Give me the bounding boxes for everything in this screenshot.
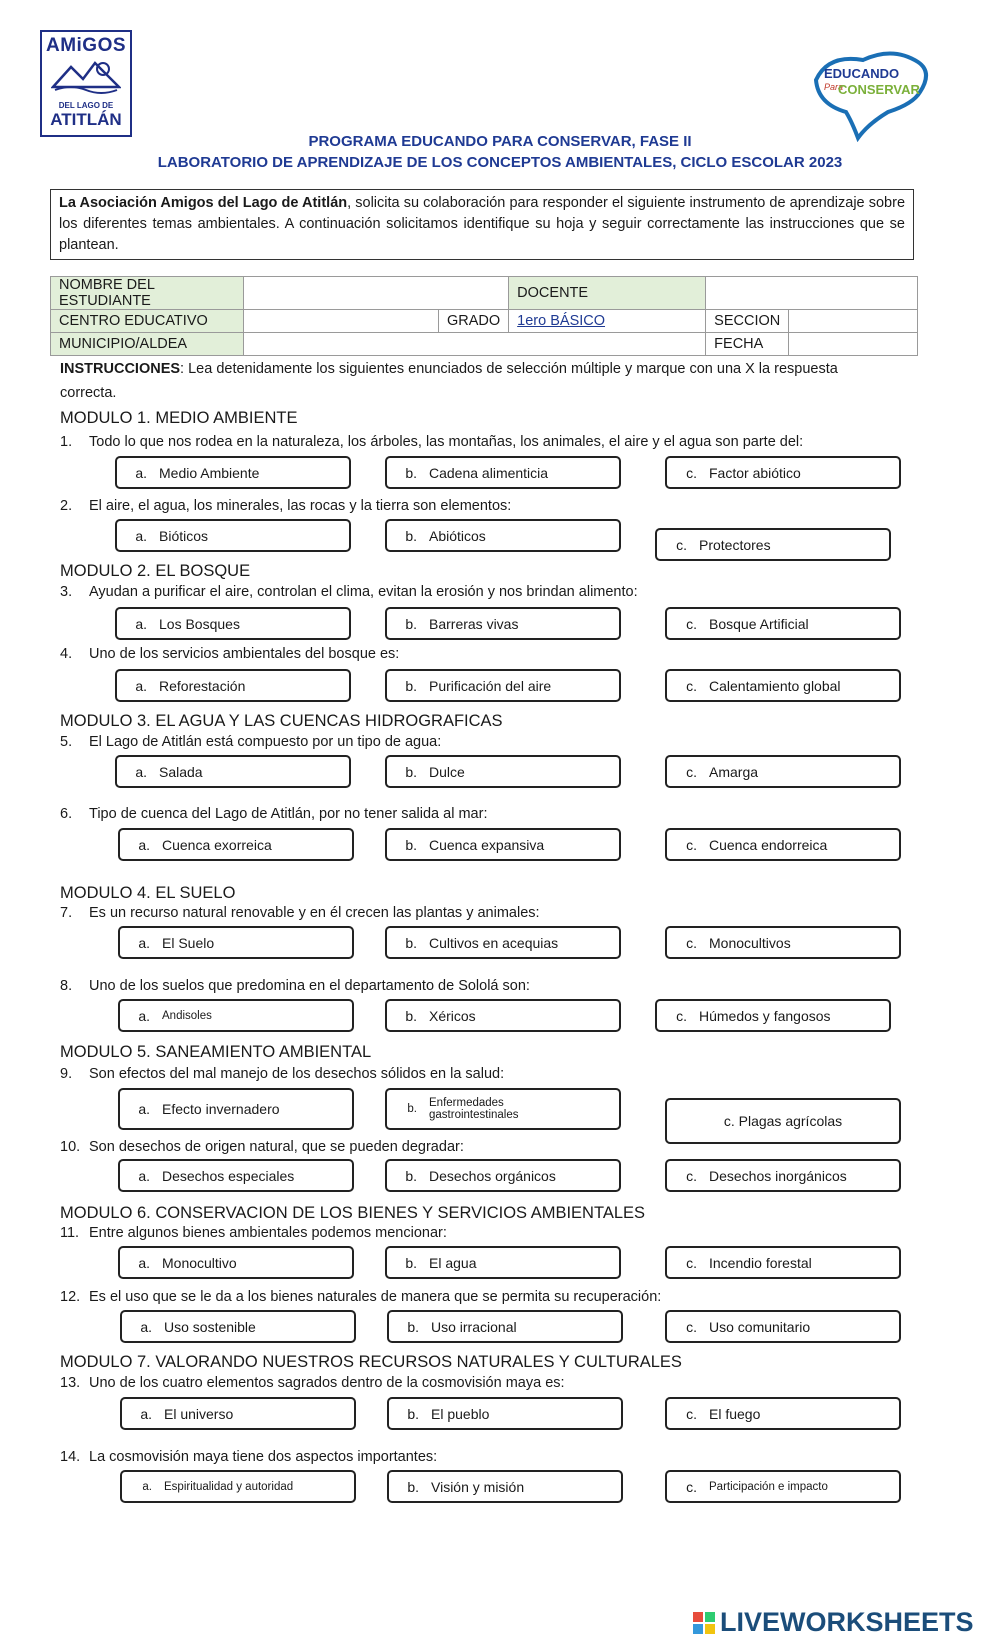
answer-option-b[interactable]: b. Visión y misión — [387, 1470, 623, 1503]
question-text: 11. Entre algunos bienes ambientales podemos mencionar: — [60, 1225, 447, 1241]
answer-option-b[interactable]: b. El pueblo — [387, 1397, 623, 1430]
seccion-field[interactable] — [789, 310, 918, 333]
municipio-label: MUNICIPIO/ALDEA — [51, 333, 244, 356]
fecha-label: FECHA — [706, 333, 789, 356]
answer-option-c[interactable]: c. Factor abiótico — [665, 456, 901, 489]
module-heading: MODULO 1. MEDIO AMBIENTE — [60, 409, 298, 427]
answer-option-a[interactable]: a. Bióticos — [115, 519, 351, 552]
municipio-field[interactable] — [244, 333, 706, 356]
docente-label: DOCENTE — [509, 277, 706, 310]
answer-option-a[interactable]: a. Cuenca exorreica — [118, 828, 354, 861]
answer-option-a[interactable]: a. Uso sostenible — [120, 1310, 356, 1343]
answer-option-c[interactable]: c. Protectores — [655, 528, 891, 561]
answer-option-c[interactable]: c. Cuenca endorreica — [665, 828, 901, 861]
amigos-lago-atitlan-logo: AMiGOS DEL LAGO DE ATITLÁN — [40, 30, 132, 137]
lake-mountain-icon — [51, 57, 121, 95]
answer-option-b[interactable]: b. Enfermedades gastrointestinales — [385, 1088, 621, 1130]
answer-option-a[interactable]: a. Monocultivo — [118, 1246, 354, 1279]
question-text: 7. Es un recurso natural renovable y en él crecen las plantas y animales: — [60, 905, 540, 921]
answer-option-c[interactable]: c. Bosque Artificial — [665, 607, 901, 640]
answer-option-b[interactable]: b. Cultivos en acequias — [385, 926, 621, 959]
answer-option-a[interactable]: a. Reforestación — [115, 669, 351, 702]
question-text: 14. La cosmovisión maya tiene dos aspectos importantes: — [60, 1449, 438, 1465]
module-heading: MODULO 7. VALORANDO NUESTROS RECURSOS NATURALES Y CULTURALES — [60, 1353, 682, 1371]
grado-value[interactable]: 1ero BÁSICO — [509, 310, 706, 333]
question-text: 6. Tipo de cuenca del Lago de Atitlán, por no tener salida al mar: — [60, 806, 488, 822]
question-text: 4. Uno de los servicios ambientales del bosque es: — [60, 646, 400, 662]
answer-option-a[interactable]: a. Salada — [115, 755, 351, 788]
answer-option-a[interactable]: a. Los Bosques — [115, 607, 351, 640]
answer-option-c[interactable]: c. Desechos inorgánicos — [665, 1159, 901, 1192]
module-heading: MODULO 5. SANEAMIENTO AMBIENTAL — [60, 1043, 372, 1061]
answer-option-c[interactable]: c. Participación e impacto — [665, 1470, 901, 1503]
answer-option-b[interactable]: b. El agua — [385, 1246, 621, 1279]
answer-option-a[interactable]: a. Espiritualidad y autoridad — [120, 1470, 356, 1503]
grado-label: GRADO — [439, 310, 509, 333]
question-text: 1. Todo lo que nos rodea en la naturaleza, los árboles, las montañas, los animales, el aire y el agua son parte del: — [60, 434, 804, 450]
question-text: 5. El Lago de Atitlán está compuesto por un tipo de agua: — [60, 734, 442, 750]
intro-paragraph: La Asociación Amigos del Lago de Atitlán, solicita su colaboración para responder el siguiente instrumento de aprendizaje sobre los diferentes temas ambientales. A continuación solicitamos identifique su hoja y seguir correctamente las instrucciones que se plantean. — [50, 189, 914, 260]
answer-option-b[interactable]: b. Purificación del aire — [385, 669, 621, 702]
question-text: 2. El aire, el agua, los minerales, las rocas y la tierra son elementos: — [60, 498, 512, 514]
liveworksheets-watermark: LIVEWORKSHEETS — [720, 1607, 974, 1637]
program-title: PROGRAMA EDUCANDO PARA CONSERVAR, FASE II — [308, 133, 692, 150]
seccion-label: SECCION — [706, 310, 789, 333]
docente-field[interactable] — [706, 277, 918, 310]
module-heading: MODULO 2. EL BOSQUE — [60, 562, 251, 580]
question-text: 13. Uno de los cuatro elementos sagrados dentro de la cosmovisión maya es: — [60, 1375, 565, 1391]
question-text: 10. Son desechos de origen natural, que se pueden degradar: — [60, 1139, 464, 1155]
answer-option-c[interactable]: c. Monocultivos — [665, 926, 901, 959]
answer-option-b[interactable]: b. Dulce — [385, 755, 621, 788]
fecha-field[interactable] — [789, 333, 918, 356]
answer-option-b[interactable]: b. Cuenca expansiva — [385, 828, 621, 861]
nombre-label: NOMBRE DEL ESTUDIANTE — [51, 277, 244, 310]
answer-option-c[interactable]: c. Plagas agrícolas — [665, 1098, 901, 1144]
answer-option-c[interactable]: c. Húmedos y fangosos — [655, 999, 891, 1032]
question-text: 8. Uno de los suelos que predomina en el departamento de Sololá son: — [60, 978, 530, 994]
answer-option-c[interactable]: c. Incendio forestal — [665, 1246, 901, 1279]
student-info-table — [50, 276, 918, 356]
instructions: INSTRUCCIONES: Lea detenidamente los siguientes enunciados de selección múltiple y marque con una X la respuesta correcta. — [60, 361, 838, 401]
question-text: 12. Es el uso que se le da a los bienes naturales de manera que se permita su recuperación: — [60, 1289, 662, 1305]
centro-field[interactable] — [244, 310, 439, 333]
centro-label: CENTRO EDUCATIVO — [51, 310, 244, 333]
answer-option-a[interactable]: a. Desechos especiales — [118, 1159, 354, 1192]
module-heading: MODULO 3. EL AGUA Y LAS CUENCAS HIDROGRAFICAS — [60, 712, 503, 730]
nombre-field[interactable] — [244, 277, 509, 310]
module-heading: MODULO 6. CONSERVACION DE LOS BIENES Y SERVICIOS AMBIENTALES — [60, 1204, 646, 1222]
question-text: 9. Son efectos del mal manejo de los desechos sólidos en la salud: — [60, 1066, 505, 1082]
answer-option-a[interactable]: a. Efecto invernadero — [118, 1088, 354, 1130]
answer-option-a[interactable]: a. Andisoles — [118, 999, 354, 1032]
answer-option-c[interactable]: c. Uso comunitario — [665, 1310, 901, 1343]
liveworksheets-logo-icon — [693, 1612, 715, 1636]
answer-option-c[interactable]: c. Amarga — [665, 755, 901, 788]
answer-option-b[interactable]: b. Xéricos — [385, 999, 621, 1032]
answer-option-c[interactable]: c. El fuego — [665, 1397, 901, 1430]
answer-option-b[interactable]: b. Cadena alimenticia — [385, 456, 621, 489]
question-text: 3. Ayudan a purificar el aire, controlan el clima, evitan la erosión y nos brindan alimento: — [60, 584, 638, 600]
answer-option-b[interactable]: b. Uso irracional — [387, 1310, 623, 1343]
answer-option-a[interactable]: a. El universo — [120, 1397, 356, 1430]
answer-option-a[interactable]: a. El Suelo — [118, 926, 354, 959]
answer-option-b[interactable]: b. Desechos orgánicos — [385, 1159, 621, 1192]
answer-option-c[interactable]: c. Calentamiento global — [665, 669, 901, 702]
answer-option-a[interactable]: a. Medio Ambiente — [115, 456, 351, 489]
answer-option-b[interactable]: b. Barreras vivas — [385, 607, 621, 640]
educando-para-conservar-logo: EDUCANDO Para CONSERVAR — [808, 42, 938, 142]
answer-option-b[interactable]: b. Abióticos — [385, 519, 621, 552]
lab-title: LABORATORIO DE APRENDIZAJE DE LOS CONCEPTOS AMBIENTALES, CICLO ESCOLAR 2023 — [157, 154, 843, 171]
module-heading: MODULO 4. EL SUELO — [60, 884, 236, 902]
